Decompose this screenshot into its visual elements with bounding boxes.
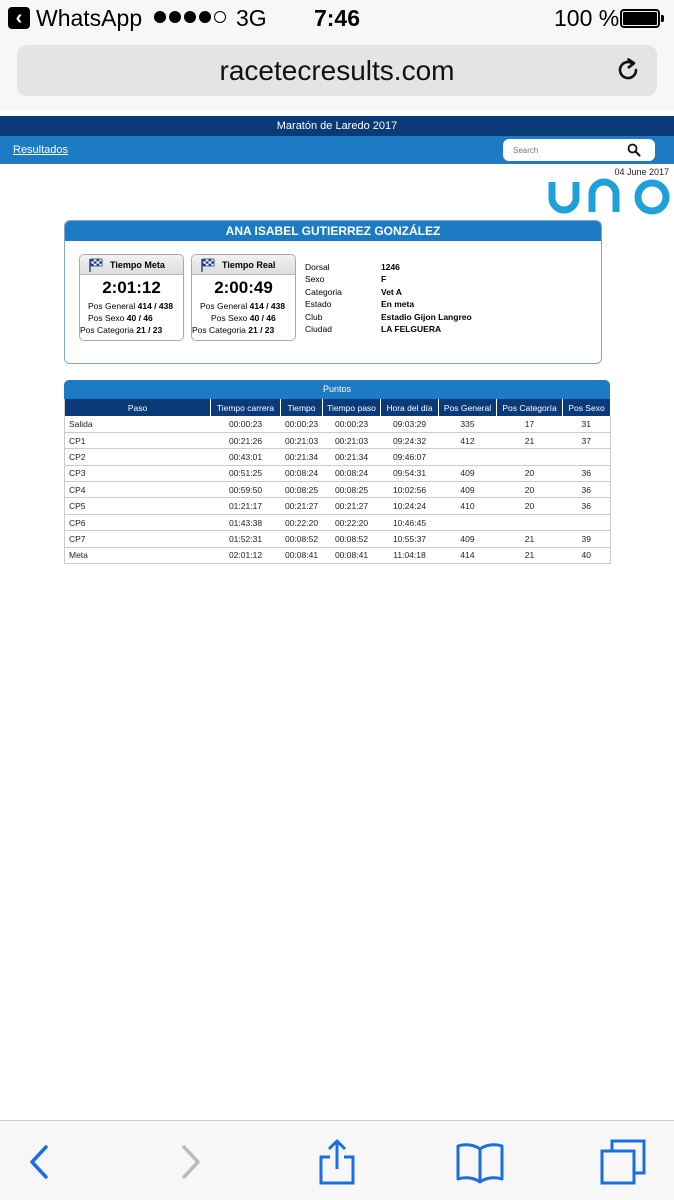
table-row <box>65 514 611 530</box>
column-header[interactable]: Pos General <box>439 399 497 416</box>
bookmarks-icon[interactable] <box>455 1137 505 1187</box>
browser-toolbar <box>0 1120 674 1200</box>
url-text[interactable]: racetecresults.com <box>219 55 455 86</box>
table-cell: 00:21:27 <box>281 498 323 514</box>
table-cell: 00:21:27 <box>323 498 381 514</box>
table-cell: Meta <box>65 547 211 563</box>
table-cell: 409 <box>439 482 497 498</box>
clock: 7:46 <box>313 5 361 31</box>
table-cell: 21 <box>497 547 563 563</box>
table-cell <box>439 449 497 465</box>
gun-time-box <box>79 254 184 341</box>
reload-icon[interactable] <box>613 55 643 85</box>
table-cell: 414 <box>439 547 497 563</box>
table-cell: 01:21:17 <box>211 498 281 514</box>
event-title-bar <box>0 116 674 136</box>
back-to-app-icon[interactable]: ‹ <box>8 7 30 29</box>
table-cell: 00:08:41 <box>281 547 323 563</box>
table-cell: 36 <box>563 465 611 481</box>
table-cell: 00:22:20 <box>323 514 381 530</box>
table-cell: 00:43:01 <box>211 449 281 465</box>
table-cell: 21 <box>497 531 563 547</box>
detail-value: LA FELGUERA <box>381 324 442 335</box>
table-cell: 20 <box>497 498 563 514</box>
table-row <box>65 482 611 498</box>
pos-general-label: Pos General <box>88 301 136 311</box>
table-cell: 39 <box>563 531 611 547</box>
table-cell: 00:00:23 <box>281 416 323 432</box>
detail-label: Club <box>305 311 323 322</box>
detail-value: Estadio Gijon Langreo <box>381 311 472 322</box>
uno-logo <box>548 176 674 216</box>
tabs-icon[interactable] <box>598 1137 648 1187</box>
table-cell: 37 <box>563 432 611 448</box>
table-cell: 00:08:24 <box>281 465 323 481</box>
battery-icon <box>620 9 660 28</box>
gun-time-label: Tiempo Meta <box>110 260 165 270</box>
browser-address-area <box>0 38 674 110</box>
table-cell: 00:08:52 <box>323 531 381 547</box>
pos-general-value: 414 / 438 <box>249 301 286 311</box>
column-header[interactable]: Hora del día <box>381 399 439 416</box>
table-cell: 00:21:03 <box>281 432 323 448</box>
splits-table <box>64 399 611 564</box>
table-cell: 36 <box>563 482 611 498</box>
detail-value: 1246 <box>381 262 400 272</box>
checkered-flag-icon <box>200 258 216 272</box>
detail-row <box>305 298 472 310</box>
gun-time-value: 2:01:12 <box>102 278 161 297</box>
pos-sexo-label: Pos Sexo <box>211 313 248 323</box>
network-type: 3G <box>236 5 267 31</box>
table-header-row <box>65 399 611 416</box>
table-cell: 09:03:29 <box>381 416 439 432</box>
table-cell: CP7 <box>65 531 211 547</box>
detail-row <box>305 323 472 335</box>
table-cell: 17 <box>497 416 563 432</box>
table-cell: CP6 <box>65 514 211 530</box>
net-time-box <box>191 254 296 341</box>
table-cell: 11:04:18 <box>381 547 439 563</box>
table-cell: CP4 <box>65 482 211 498</box>
battery-percent: 100 % <box>554 5 620 31</box>
table-cell: 00:21:34 <box>281 449 323 465</box>
detail-label: Estado <box>305 299 332 310</box>
table-cell: 20 <box>497 465 563 481</box>
table-cell: 36 <box>563 498 611 514</box>
table-cell: CP2 <box>65 449 211 465</box>
column-header[interactable]: Tiempo paso <box>323 399 381 416</box>
detail-row <box>305 311 472 323</box>
table-cell: 412 <box>439 432 497 448</box>
table-row <box>65 498 611 514</box>
table-cell: 21 <box>497 432 563 448</box>
pos-sexo-label: Pos Sexo <box>88 313 125 323</box>
detail-label: Ciudad <box>305 324 332 335</box>
table-cell: 10:02:56 <box>381 482 439 498</box>
table-row <box>65 416 611 432</box>
splits-caption: Puntos <box>64 380 610 399</box>
back-icon[interactable] <box>16 1137 66 1187</box>
table-cell: Salida <box>65 416 211 432</box>
table-cell: 335 <box>439 416 497 432</box>
table-row <box>65 547 611 563</box>
athlete-details <box>305 261 472 335</box>
table-cell: CP1 <box>65 432 211 448</box>
table-cell: 02:01:12 <box>211 547 281 563</box>
table-row <box>65 432 611 448</box>
table-cell: 409 <box>439 531 497 547</box>
pos-sexo-value: 40 / 46 <box>249 313 276 323</box>
table-cell: 09:46:07 <box>381 449 439 465</box>
table-row <box>65 465 611 481</box>
table-row <box>65 449 611 465</box>
column-header[interactable]: Pos Sexo <box>563 399 611 416</box>
table-cell: 409 <box>439 465 497 481</box>
detail-value: En meta <box>381 299 415 310</box>
table-cell: 00:08:24 <box>323 465 381 481</box>
table-cell: 20 <box>497 482 563 498</box>
detail-label: Sexo <box>305 274 325 285</box>
table-cell: 00:21:03 <box>323 432 381 448</box>
table-cell: 00:00:23 <box>323 416 381 432</box>
column-header[interactable]: Paso <box>65 399 211 416</box>
pos-categoria-value: 21 / 23 <box>136 325 163 335</box>
detail-row <box>305 286 472 298</box>
table-cell: 00:22:20 <box>281 514 323 530</box>
column-header[interactable]: Tiempo <box>281 399 323 416</box>
address-bar[interactable] <box>17 45 657 96</box>
table-cell <box>497 449 563 465</box>
table-cell: 00:21:26 <box>211 432 281 448</box>
table-cell: CP5 <box>65 498 211 514</box>
table-cell: 10:24:24 <box>381 498 439 514</box>
checkered-flag-icon <box>88 258 104 272</box>
net-time-value: 2:00:49 <box>214 278 273 297</box>
pos-categoria-value: 21 / 23 <box>248 325 275 335</box>
detail-value: Vet A <box>381 286 402 297</box>
table-cell: 00:59:50 <box>211 482 281 498</box>
table-cell: 00:51:25 <box>211 465 281 481</box>
table-cell <box>563 449 611 465</box>
results-date: 04 June 2017 <box>614 167 669 177</box>
results-link[interactable]: Resultados <box>13 144 69 156</box>
table-row <box>65 531 611 547</box>
athlete-card <box>64 220 602 364</box>
detail-row <box>305 273 472 285</box>
table-cell <box>563 514 611 530</box>
table-cell <box>439 514 497 530</box>
forward-icon[interactable] <box>166 1137 216 1187</box>
net-time-label: Tiempo Real <box>222 260 276 270</box>
table-cell: 01:43:38 <box>211 514 281 530</box>
column-header[interactable]: Tiempo carrera <box>211 399 281 416</box>
search-box[interactable] <box>503 139 655 161</box>
splits-panel <box>64 380 610 564</box>
detail-label: Dorsal <box>305 262 330 272</box>
table-cell: 00:00:23 <box>211 416 281 432</box>
table-cell: 410 <box>439 498 497 514</box>
table-cell: 09:54:31 <box>381 465 439 481</box>
table-cell: 10:46:45 <box>381 514 439 530</box>
site-nav-bar <box>0 136 674 164</box>
detail-label: Categoria <box>305 286 342 297</box>
table-cell: 00:21:34 <box>323 449 381 465</box>
table-cell: 00:08:52 <box>281 531 323 547</box>
table-cell: 09:24:32 <box>381 432 439 448</box>
status-bar <box>0 0 674 38</box>
table-cell: 00:08:25 <box>281 482 323 498</box>
column-header[interactable]: Pos Categoría <box>497 399 563 416</box>
pos-categoria-label: Pos Categoria <box>192 325 246 335</box>
table-cell: 00:08:25 <box>323 482 381 498</box>
pos-general-value: 414 / 438 <box>137 301 174 311</box>
search-input[interactable] <box>513 140 633 160</box>
table-cell: 10:55:37 <box>381 531 439 547</box>
athlete-name: ANA ISABEL GUTIERREZ GONZÁLEZ <box>65 221 601 241</box>
event-title: Maratón de Laredo 2017 <box>276 120 398 132</box>
pos-general-label: Pos General <box>200 301 248 311</box>
search-icon[interactable] <box>627 143 641 157</box>
table-cell: 01:52:31 <box>211 531 281 547</box>
table-cell: 31 <box>563 416 611 432</box>
detail-row <box>305 261 472 273</box>
table-cell: CP3 <box>65 465 211 481</box>
pos-categoria-label: Pos Categoria <box>80 325 134 335</box>
back-to-app-label[interactable]: WhatsApp <box>36 5 143 31</box>
detail-value: F <box>381 274 387 285</box>
table-cell: 00:08:41 <box>323 547 381 563</box>
table-cell: 40 <box>563 547 611 563</box>
share-icon[interactable] <box>312 1137 362 1187</box>
table-cell <box>497 514 563 530</box>
pos-sexo-value: 40 / 46 <box>126 313 153 323</box>
